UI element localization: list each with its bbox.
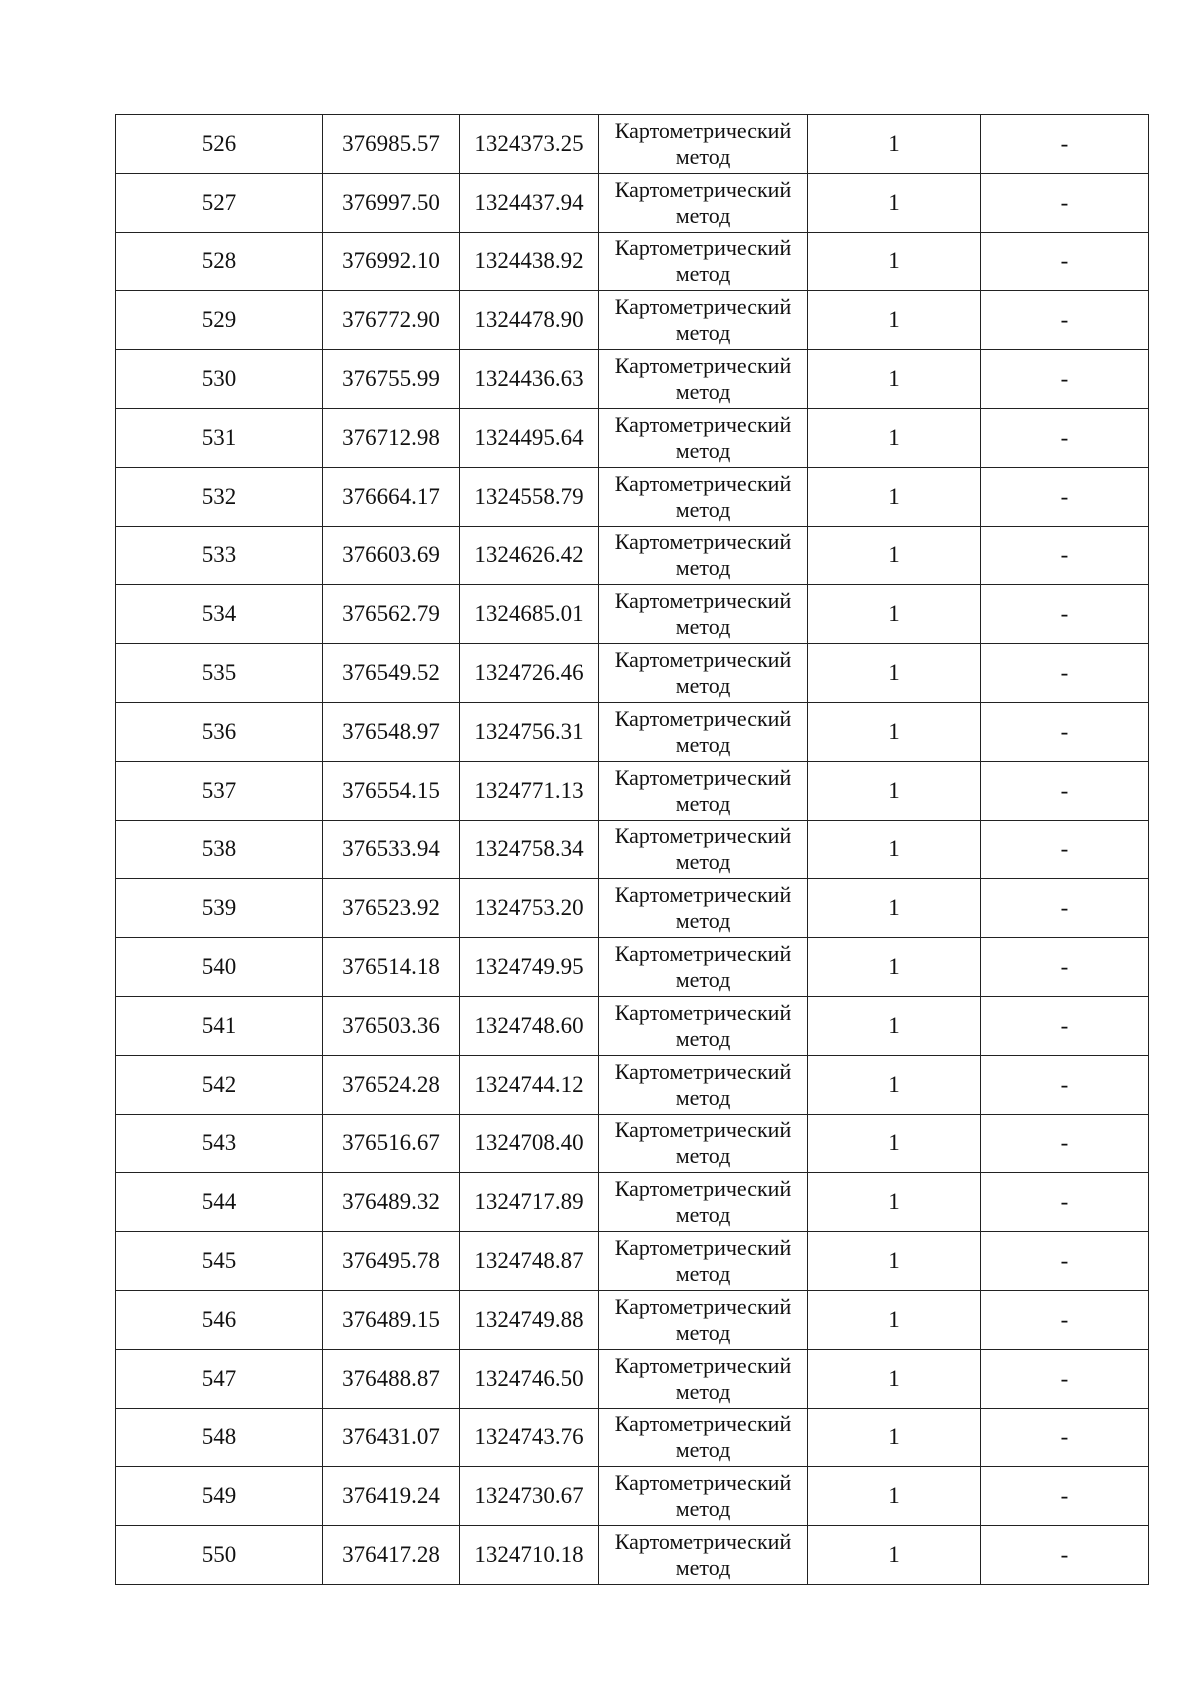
method-cell — [599, 1114, 808, 1173]
method-line-1: Картометрический — [614, 1176, 792, 1202]
description-cell: - — [981, 115, 1149, 174]
x-coordinate-cell: 376554.15 — [323, 761, 460, 820]
accuracy-cell: 1 — [808, 761, 981, 820]
description-cell: - — [981, 173, 1149, 232]
method-line-1: Картометрический — [614, 353, 792, 379]
method-line-2: метод — [675, 261, 731, 287]
table-row — [116, 702, 1149, 761]
method-line-1: Картометрический — [614, 411, 792, 437]
accuracy-cell: 1 — [808, 1232, 981, 1291]
x-coordinate-cell: 376712.98 — [323, 408, 460, 467]
x-coordinate-cell: 376516.67 — [323, 1114, 460, 1173]
method-line-1: Картометрический — [614, 823, 792, 849]
point-number-cell: 539 — [116, 879, 323, 938]
description-cell: - — [981, 1114, 1149, 1173]
method-cell — [599, 1467, 808, 1526]
method-line-2: метод — [675, 1437, 731, 1463]
point-number-cell: 542 — [116, 1055, 323, 1114]
description-cell: - — [981, 232, 1149, 291]
point-number-cell: 532 — [116, 467, 323, 526]
y-coordinate-cell: 1324753.20 — [460, 879, 599, 938]
method-line-1: Картометрический — [614, 1411, 792, 1437]
method-cell — [599, 1526, 808, 1585]
method-line-1: Картометрический — [614, 1293, 792, 1319]
method-line-2: метод — [675, 143, 731, 169]
point-number-cell: 533 — [116, 526, 323, 585]
x-coordinate-cell: 376488.87 — [323, 1349, 460, 1408]
point-number-cell: 547 — [116, 1349, 323, 1408]
accuracy-cell: 1 — [808, 173, 981, 232]
table-row — [116, 585, 1149, 644]
method-line-2: метод — [675, 1319, 731, 1345]
y-coordinate-cell: 1324771.13 — [460, 761, 599, 820]
accuracy-cell: 1 — [808, 1173, 981, 1232]
method-line-2: метод — [675, 320, 731, 346]
y-coordinate-cell: 1324748.60 — [460, 996, 599, 1055]
description-cell: - — [981, 938, 1149, 997]
method-line-2: метод — [675, 379, 731, 405]
accuracy-cell: 1 — [808, 1526, 981, 1585]
description-cell: - — [981, 1526, 1149, 1585]
method-line-1: Картометрический — [614, 294, 792, 320]
method-line-1: Картометрический — [614, 999, 792, 1025]
method-cell — [599, 1408, 808, 1467]
y-coordinate-cell: 1324558.79 — [460, 467, 599, 526]
method-line-1: Картометрический — [614, 1058, 792, 1084]
point-number-cell: 528 — [116, 232, 323, 291]
table-row — [116, 1055, 1149, 1114]
table-row — [116, 1467, 1149, 1526]
y-coordinate-cell: 1324730.67 — [460, 1467, 599, 1526]
accuracy-cell: 1 — [808, 291, 981, 350]
description-cell: - — [981, 820, 1149, 879]
point-number-cell: 526 — [116, 115, 323, 174]
method-cell — [599, 467, 808, 526]
method-line-2: метод — [675, 1378, 731, 1404]
table-row — [116, 879, 1149, 938]
table-row — [116, 408, 1149, 467]
method-line-2: метод — [675, 1084, 731, 1110]
description-cell: - — [981, 291, 1149, 350]
table-row — [116, 1232, 1149, 1291]
point-number-cell: 536 — [116, 702, 323, 761]
method-cell — [599, 350, 808, 409]
coordinates-table — [115, 114, 1149, 1585]
method-cell — [599, 232, 808, 291]
method-line-1: Картометрический — [614, 1352, 792, 1378]
method-line-1: Картометрический — [614, 764, 792, 790]
method-line-2: метод — [675, 790, 731, 816]
y-coordinate-cell: 1324708.40 — [460, 1114, 599, 1173]
description-cell: - — [981, 1408, 1149, 1467]
method-cell — [599, 585, 808, 644]
method-cell — [599, 1173, 808, 1232]
description-cell: - — [981, 761, 1149, 820]
description-cell: - — [981, 1173, 1149, 1232]
accuracy-cell: 1 — [808, 938, 981, 997]
x-coordinate-cell: 376603.69 — [323, 526, 460, 585]
y-coordinate-cell: 1324758.34 — [460, 820, 599, 879]
accuracy-cell: 1 — [808, 996, 981, 1055]
method-cell — [599, 115, 808, 174]
method-line-1: Картометрический — [614, 1529, 792, 1555]
method-line-2: метод — [675, 496, 731, 522]
x-coordinate-cell: 376772.90 — [323, 291, 460, 350]
x-coordinate-cell: 376495.78 — [323, 1232, 460, 1291]
method-cell — [599, 173, 808, 232]
table-row — [116, 938, 1149, 997]
y-coordinate-cell: 1324373.25 — [460, 115, 599, 174]
method-line-1: Картометрический — [614, 470, 792, 496]
method-line-2: метод — [675, 1025, 731, 1051]
method-line-2: метод — [675, 673, 731, 699]
method-cell — [599, 1349, 808, 1408]
table-row — [116, 996, 1149, 1055]
method-cell — [599, 291, 808, 350]
accuracy-cell: 1 — [808, 644, 981, 703]
x-coordinate-cell: 376489.15 — [323, 1290, 460, 1349]
x-coordinate-cell: 376549.52 — [323, 644, 460, 703]
accuracy-cell: 1 — [808, 1349, 981, 1408]
method-cell — [599, 879, 808, 938]
x-coordinate-cell: 376664.17 — [323, 467, 460, 526]
method-line-1: Картометрический — [614, 882, 792, 908]
y-coordinate-cell: 1324437.94 — [460, 173, 599, 232]
accuracy-cell: 1 — [808, 1408, 981, 1467]
y-coordinate-cell: 1324726.46 — [460, 644, 599, 703]
y-coordinate-cell: 1324685.01 — [460, 585, 599, 644]
x-coordinate-cell: 376755.99 — [323, 350, 460, 409]
method-line-1: Картометрический — [614, 588, 792, 614]
method-line-1: Картометрический — [614, 529, 792, 555]
y-coordinate-cell: 1324438.92 — [460, 232, 599, 291]
method-line-1: Картометрический — [614, 941, 792, 967]
accuracy-cell: 1 — [808, 820, 981, 879]
method-line-1: Картометрический — [614, 235, 792, 261]
point-number-cell: 550 — [116, 1526, 323, 1585]
method-cell — [599, 996, 808, 1055]
method-cell — [599, 1232, 808, 1291]
description-cell: - — [981, 1349, 1149, 1408]
table-row — [116, 115, 1149, 174]
table-row — [116, 1290, 1149, 1349]
x-coordinate-cell: 376533.94 — [323, 820, 460, 879]
method-line-2: метод — [675, 555, 731, 581]
description-cell: - — [981, 879, 1149, 938]
method-line-2: метод — [675, 908, 731, 934]
point-number-cell: 543 — [116, 1114, 323, 1173]
y-coordinate-cell: 1324749.88 — [460, 1290, 599, 1349]
accuracy-cell: 1 — [808, 1055, 981, 1114]
x-coordinate-cell: 376431.07 — [323, 1408, 460, 1467]
method-line-1: Картометрический — [614, 1117, 792, 1143]
point-number-cell: 530 — [116, 350, 323, 409]
accuracy-cell: 1 — [808, 1114, 981, 1173]
method-line-2: метод — [675, 967, 731, 993]
point-number-cell: 527 — [116, 173, 323, 232]
method-line-2: метод — [675, 437, 731, 463]
description-cell: - — [981, 996, 1149, 1055]
y-coordinate-cell: 1324495.64 — [460, 408, 599, 467]
method-line-2: метод — [675, 1261, 731, 1287]
point-number-cell: 534 — [116, 585, 323, 644]
point-number-cell: 538 — [116, 820, 323, 879]
y-coordinate-cell: 1324436.63 — [460, 350, 599, 409]
x-coordinate-cell: 376489.32 — [323, 1173, 460, 1232]
description-cell: - — [981, 585, 1149, 644]
method-cell — [599, 526, 808, 585]
x-coordinate-cell: 376514.18 — [323, 938, 460, 997]
x-coordinate-cell: 376548.97 — [323, 702, 460, 761]
table-row — [116, 1114, 1149, 1173]
accuracy-cell: 1 — [808, 467, 981, 526]
table-body — [116, 115, 1149, 1585]
point-number-cell: 529 — [116, 291, 323, 350]
description-cell: - — [981, 702, 1149, 761]
y-coordinate-cell: 1324743.76 — [460, 1408, 599, 1467]
table-row — [116, 467, 1149, 526]
point-number-cell: 531 — [116, 408, 323, 467]
method-cell — [599, 644, 808, 703]
method-line-2: метод — [675, 1555, 731, 1581]
table-row — [116, 820, 1149, 879]
description-cell: - — [981, 408, 1149, 467]
x-coordinate-cell: 376523.92 — [323, 879, 460, 938]
method-cell — [599, 702, 808, 761]
table-row — [116, 291, 1149, 350]
point-number-cell: 540 — [116, 938, 323, 997]
point-number-cell: 537 — [116, 761, 323, 820]
description-cell: - — [981, 467, 1149, 526]
method-cell — [599, 820, 808, 879]
y-coordinate-cell: 1324756.31 — [460, 702, 599, 761]
method-line-1: Картометрический — [614, 705, 792, 731]
table-row — [116, 350, 1149, 409]
method-line-1: Картометрический — [614, 647, 792, 673]
method-line-2: метод — [675, 849, 731, 875]
table-row — [116, 232, 1149, 291]
point-number-cell: 548 — [116, 1408, 323, 1467]
x-coordinate-cell: 376985.57 — [323, 115, 460, 174]
method-line-1: Картометрический — [614, 117, 792, 143]
table-row — [116, 1349, 1149, 1408]
table-row — [116, 1526, 1149, 1585]
point-number-cell: 541 — [116, 996, 323, 1055]
method-line-1: Картометрический — [614, 1470, 792, 1496]
point-number-cell: 546 — [116, 1290, 323, 1349]
x-coordinate-cell: 376562.79 — [323, 585, 460, 644]
y-coordinate-cell: 1324746.50 — [460, 1349, 599, 1408]
method-line-2: метод — [675, 1202, 731, 1228]
method-line-2: метод — [675, 731, 731, 757]
description-cell: - — [981, 1467, 1149, 1526]
method-line-2: метод — [675, 202, 731, 228]
method-line-2: метод — [675, 614, 731, 640]
table-row — [116, 644, 1149, 703]
accuracy-cell: 1 — [808, 115, 981, 174]
y-coordinate-cell: 1324626.42 — [460, 526, 599, 585]
x-coordinate-cell: 376524.28 — [323, 1055, 460, 1114]
x-coordinate-cell: 376419.24 — [323, 1467, 460, 1526]
y-coordinate-cell: 1324478.90 — [460, 291, 599, 350]
method-cell — [599, 761, 808, 820]
point-number-cell: 544 — [116, 1173, 323, 1232]
method-cell — [599, 1290, 808, 1349]
y-coordinate-cell: 1324744.12 — [460, 1055, 599, 1114]
accuracy-cell: 1 — [808, 232, 981, 291]
accuracy-cell: 1 — [808, 526, 981, 585]
description-cell: - — [981, 1290, 1149, 1349]
description-cell: - — [981, 1055, 1149, 1114]
method-line-2: метод — [675, 1143, 731, 1169]
method-cell — [599, 408, 808, 467]
method-cell — [599, 1055, 808, 1114]
y-coordinate-cell: 1324749.95 — [460, 938, 599, 997]
table-row — [116, 761, 1149, 820]
method-line-1: Картометрический — [614, 176, 792, 202]
x-coordinate-cell: 376417.28 — [323, 1526, 460, 1585]
method-line-2: метод — [675, 1496, 731, 1522]
accuracy-cell: 1 — [808, 1467, 981, 1526]
accuracy-cell: 1 — [808, 879, 981, 938]
x-coordinate-cell: 376503.36 — [323, 996, 460, 1055]
description-cell: - — [981, 1232, 1149, 1291]
y-coordinate-cell: 1324710.18 — [460, 1526, 599, 1585]
y-coordinate-cell: 1324748.87 — [460, 1232, 599, 1291]
description-cell: - — [981, 644, 1149, 703]
point-number-cell: 545 — [116, 1232, 323, 1291]
accuracy-cell: 1 — [808, 702, 981, 761]
method-line-1: Картометрический — [614, 1235, 792, 1261]
y-coordinate-cell: 1324717.89 — [460, 1173, 599, 1232]
point-number-cell: 549 — [116, 1467, 323, 1526]
x-coordinate-cell: 376992.10 — [323, 232, 460, 291]
table-row — [116, 1408, 1149, 1467]
table-row — [116, 526, 1149, 585]
description-cell: - — [981, 526, 1149, 585]
table-row — [116, 1173, 1149, 1232]
accuracy-cell: 1 — [808, 585, 981, 644]
description-cell: - — [981, 350, 1149, 409]
accuracy-cell: 1 — [808, 350, 981, 409]
accuracy-cell: 1 — [808, 1290, 981, 1349]
method-cell — [599, 938, 808, 997]
point-number-cell: 535 — [116, 644, 323, 703]
accuracy-cell: 1 — [808, 408, 981, 467]
x-coordinate-cell: 376997.50 — [323, 173, 460, 232]
table-row — [116, 173, 1149, 232]
